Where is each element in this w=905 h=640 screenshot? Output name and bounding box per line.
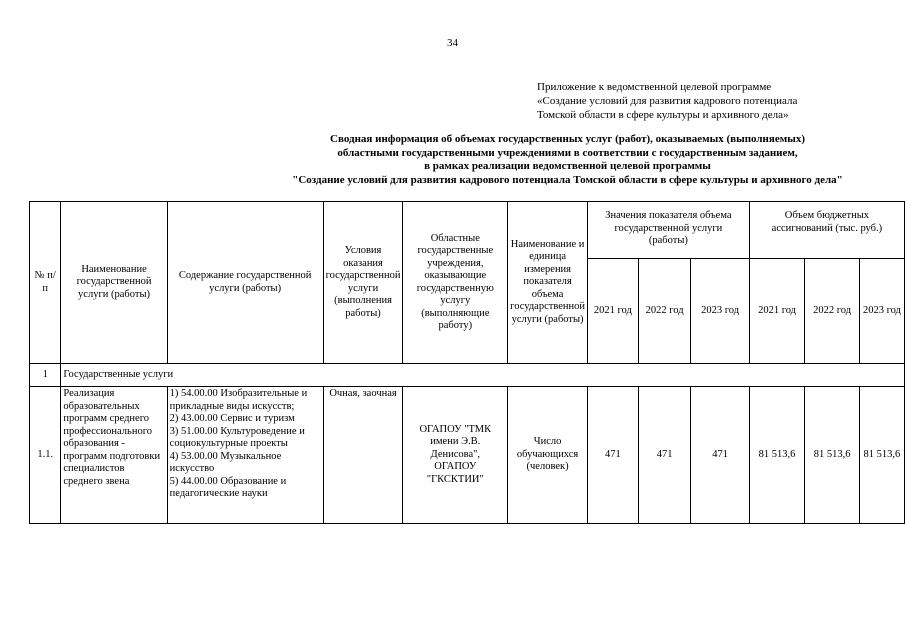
header-budget-2022: 2022 год xyxy=(805,259,860,364)
row-unit: Число обучающихся (человек) xyxy=(508,387,588,524)
row-budget-2022: 81 513,6 xyxy=(805,387,860,524)
header-institutions: Областные государственные учреждения, оказывающие государственную услугу (выполняющие работу) xyxy=(403,202,508,364)
row-volume-2022: 471 xyxy=(638,387,691,524)
table-row xyxy=(30,387,905,524)
appendix-line: Приложение к ведомственной целевой программе xyxy=(537,81,772,93)
row-content: 1) 54.00.00 Изобразительные и прикладные виды искусств; 2) 43.00.00 Сервис и туризм 3) 51.00.00 Культуроведение и социокультурные проекты 4) 53.00.00 Музыкальное искусство 5) 44.00.00 Образование и педагогические науки xyxy=(167,387,323,524)
row-volume-2021: 471 xyxy=(587,387,638,524)
header-budget-2023: 2023 год xyxy=(859,259,904,364)
row-budget-2023: 81 513,6 xyxy=(859,387,904,524)
row-institutions: ОГАПОУ "ТМК имени Э.В. Денисова", ОГАПОУ "ГКСКТИИ" xyxy=(403,387,508,524)
appendix-line: Томской области в сфере культуры и архивного дела» xyxy=(537,109,789,121)
row-conditions: Очная, заочная xyxy=(323,387,403,524)
title-line: в рамках реализации ведомственной целевой программы xyxy=(424,160,711,172)
row-service-name: Реализация образовательных программ среднего профессионального образования - программ подготовки специалистов среднего звена xyxy=(61,387,167,524)
section-num: 1 xyxy=(30,364,61,387)
header-content: Содержание государственной услуги (работы) xyxy=(167,202,323,364)
row-num: 1.1. xyxy=(30,387,61,524)
title-line: Сводная информация об объемах государственных услуг (работ), оказываемых (выполняемых) xyxy=(330,133,805,145)
header-volume-2023: 2023 год xyxy=(691,259,749,364)
header-service-name: Наименование государственной услуги (работы) xyxy=(61,202,167,364)
header-budget-group: Объем бюджетных ассигнований (тыс. руб.) xyxy=(749,202,904,259)
title-line: "Создание условий для развития кадрового потенциала Томской области в сфере культуры и архивного дела" xyxy=(292,173,843,186)
document-title xyxy=(265,133,870,187)
header-num: № п/п xyxy=(30,202,61,364)
header-conditions: Условия оказания государственной услуги (выполнения работы) xyxy=(323,202,403,364)
header-volume-2022: 2022 год xyxy=(638,259,691,364)
header-volume-2021: 2021 год xyxy=(587,259,638,364)
section-label: Государственные услуги xyxy=(61,364,905,387)
header-budget-2021: 2021 год xyxy=(749,259,804,364)
row-volume-2023: 471 xyxy=(691,387,749,524)
appendix-line: «Создание условий для развития кадрового потенциала xyxy=(537,95,798,107)
appendix-note xyxy=(537,80,897,122)
title-line: областными государственными учреждениями в соответствии с государственным заданием, xyxy=(337,146,798,159)
header-volume-group: Значения показателя объема государственной услуги (работы) xyxy=(587,202,749,259)
row-budget-2021: 81 513,6 xyxy=(749,387,804,524)
services-table xyxy=(29,201,905,524)
page-number: 34 xyxy=(447,37,458,49)
header-unit: Наименование и единица измерения показателя объема государственной услуги (работы) xyxy=(508,202,588,364)
